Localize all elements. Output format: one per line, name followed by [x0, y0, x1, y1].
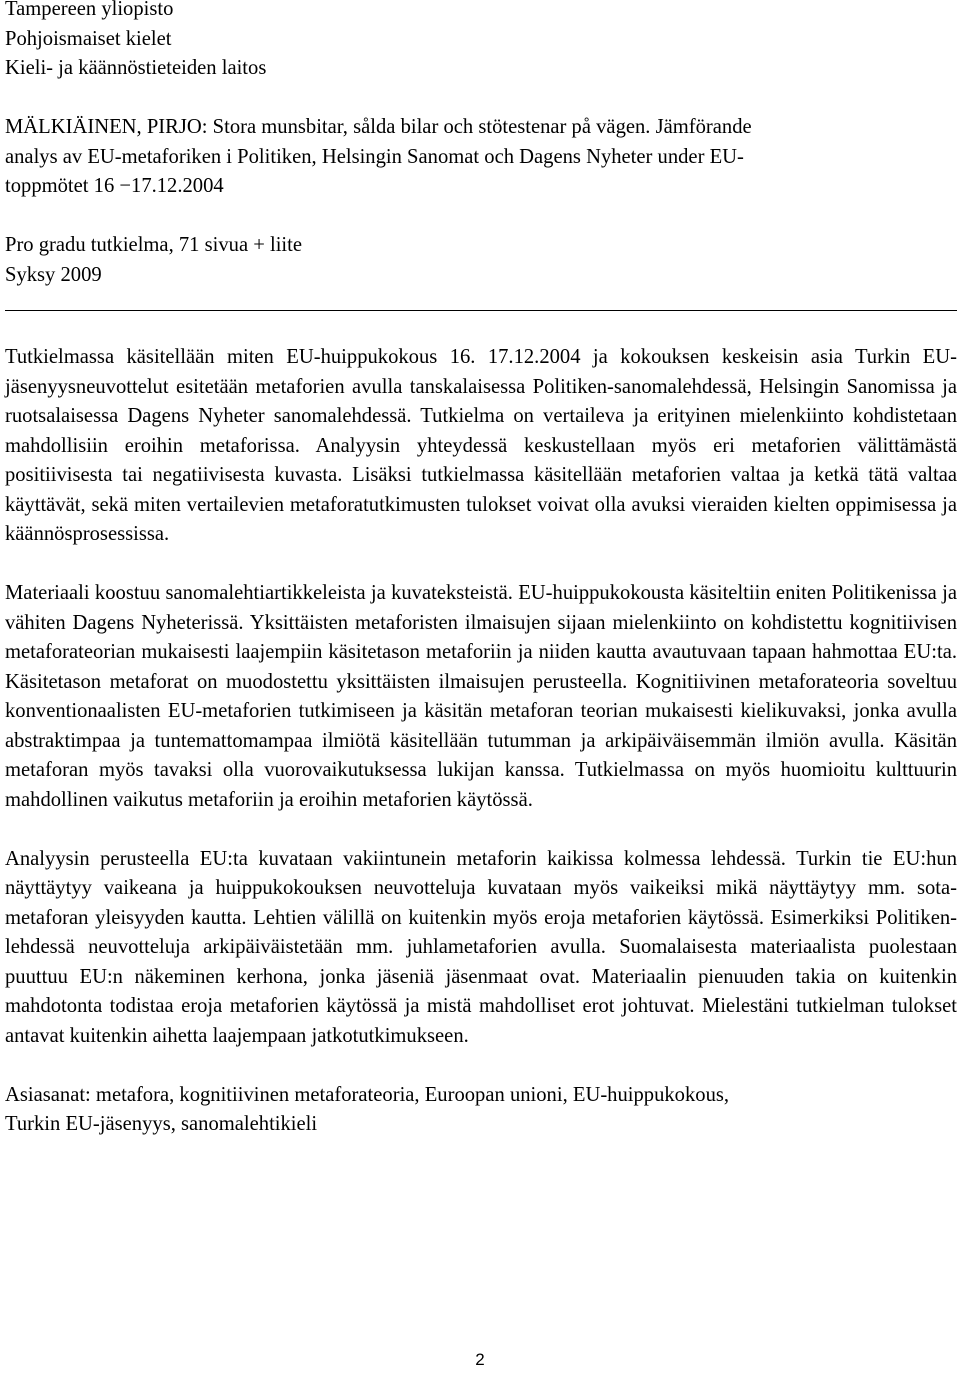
keywords — [5, 1081, 957, 1140]
university-name: Tampereen yliopisto — [5, 0, 174, 20]
abstract-paragraph: Materiaali koostuu sanomalehtiartikkeleista ja kuvateksteistä. EU-huippukokousta käsiteltiin eniten Politikenissa ja vähiten Dagens Nyheterissä. Yksittäisten metaforisten ilmaisujen sijaan mielenkiinto on kohdistettu kognitiivisen metaforateorian mukaisesti laajempiin käsitetason metaforiin ja niiden kautta avautuvaan tapaan hahmottaa EU:ta. Käsitetason metaforat on muodostettu yksittäisten ilmaisujen perusteella. Kognitiivinen metaforateoria soveltuu konventionaalisten EU-metaforien tutkimiseen ja käsitän metaforan teorian mukaisesti kielikuvaksi, jonka avulla abstraktimpaa ja tuntemattomampaa ilmiötä käsitellään tutumman ja arkipäiväisemmän ilmiön avulla. Käsitän metaforan myös tavaksi olla vuorovaikutuksessa lukijan kanssa. Tutkielmassa on myös huomioitu kulttuurin mahdollinen vaikutus metaforiin ja eroihin metaforien käytössä. — [5, 582, 957, 811]
document-page — [5, 0, 957, 1140]
thesis-title — [5, 113, 957, 202]
abstract-paragraph: Tutkielmassa käsitellään miten EU-huippukokous 16. 17.12.2004 ja kokouksen keskeisin asia Turkin EU-jäsenyysneuvottelut esitetään metaforien avulla tanskalaisessa Politiken-sanomalehdessä, Helsingin Sanomissa ja ruotsalaisessa Dagens Nyheter sanomalehdessä. Tutkielma on vertaileva ja erityinen mielenkiinto kohdistetaan mahdollisiin eroihin metaforissa. Analyysin yhteydessä keskustellaan myös eri metaforien välittämästä positiivisesta tai negatiivisesta kuvasta. Lisäksi tutkielmassa käsitellään metaforien valtaa ja ketkä tätä valtaa käyttävät, sekä miten vertailevien metaforatutkimusten tulokset voivat olla avuksi vieraiden kielten oppimisessa ja käännösprosessissa. — [5, 346, 957, 545]
thesis-title-line: MÄLKIÄINEN, PIRJO: Stora munsbitar, sålda bilar och stötestenar på vägen. Jämförande — [5, 116, 752, 138]
thesis-term: Syksy 2009 — [5, 263, 102, 286]
thesis-title-line: toppmötet 16 −17.12.2004 — [5, 175, 224, 197]
thesis-meta — [5, 231, 957, 290]
page-number: 2 — [475, 1350, 485, 1369]
keywords-line: Turkin EU-jäsenyys, sanomalehtikieli — [5, 1113, 318, 1135]
horizontal-divider — [5, 310, 957, 311]
abstract-body — [5, 343, 957, 1051]
thesis-type: Pro gradu tutkielma, 71 sivua + liite — [5, 234, 303, 256]
abstract-paragraph: Analyysin perusteella EU:ta kuvataan vakiintunein metaforin kaikissa kolmessa lehdessä. Turkin tie EU:hun näyttäytyy vaikeana ja huippukokouksen neuvotteluja kuvataan myös vaikeiksi mikä näyttäytyy mm. sota-metaforan yleisyyden kautta. Lehtien välillä on kuitenkin myös eroja metaforien käytössä. Esimerkiksi Politiken-lehdessä neuvotteluja arkipäiväistetään mm. juhlametaforien avulla. Suomalaisesta materiaalista puolestaan puuttuu EU:n näkeminen kerhona, jonka jäseniä jäsenmaat ovat. Materiaalin pienuuden takia on kuitenkin mahdotonta todistaa eroja metaforien käytössä ja mistä mahdolliset erot johtuvat. Mielestäni tutkielman tulokset antavat kuitenkin aihetta laajempaan jatkotutkimukseen. — [5, 847, 957, 1047]
institute-name: Kieli- ja käännöstieteiden laitos — [5, 57, 267, 79]
institution-header — [5, 0, 957, 84]
thesis-title-line: analys av EU-metaforiken i Politiken, Helsingin Sanomat och Dagens Nyheter under EU- — [5, 145, 744, 168]
department-name: Pohjoismaiset kielet — [5, 27, 172, 50]
keywords-line: Asiasanat: metafora, kognitiivinen metaforateoria, Euroopan unioni, EU-huippukokous, — [5, 1083, 730, 1106]
